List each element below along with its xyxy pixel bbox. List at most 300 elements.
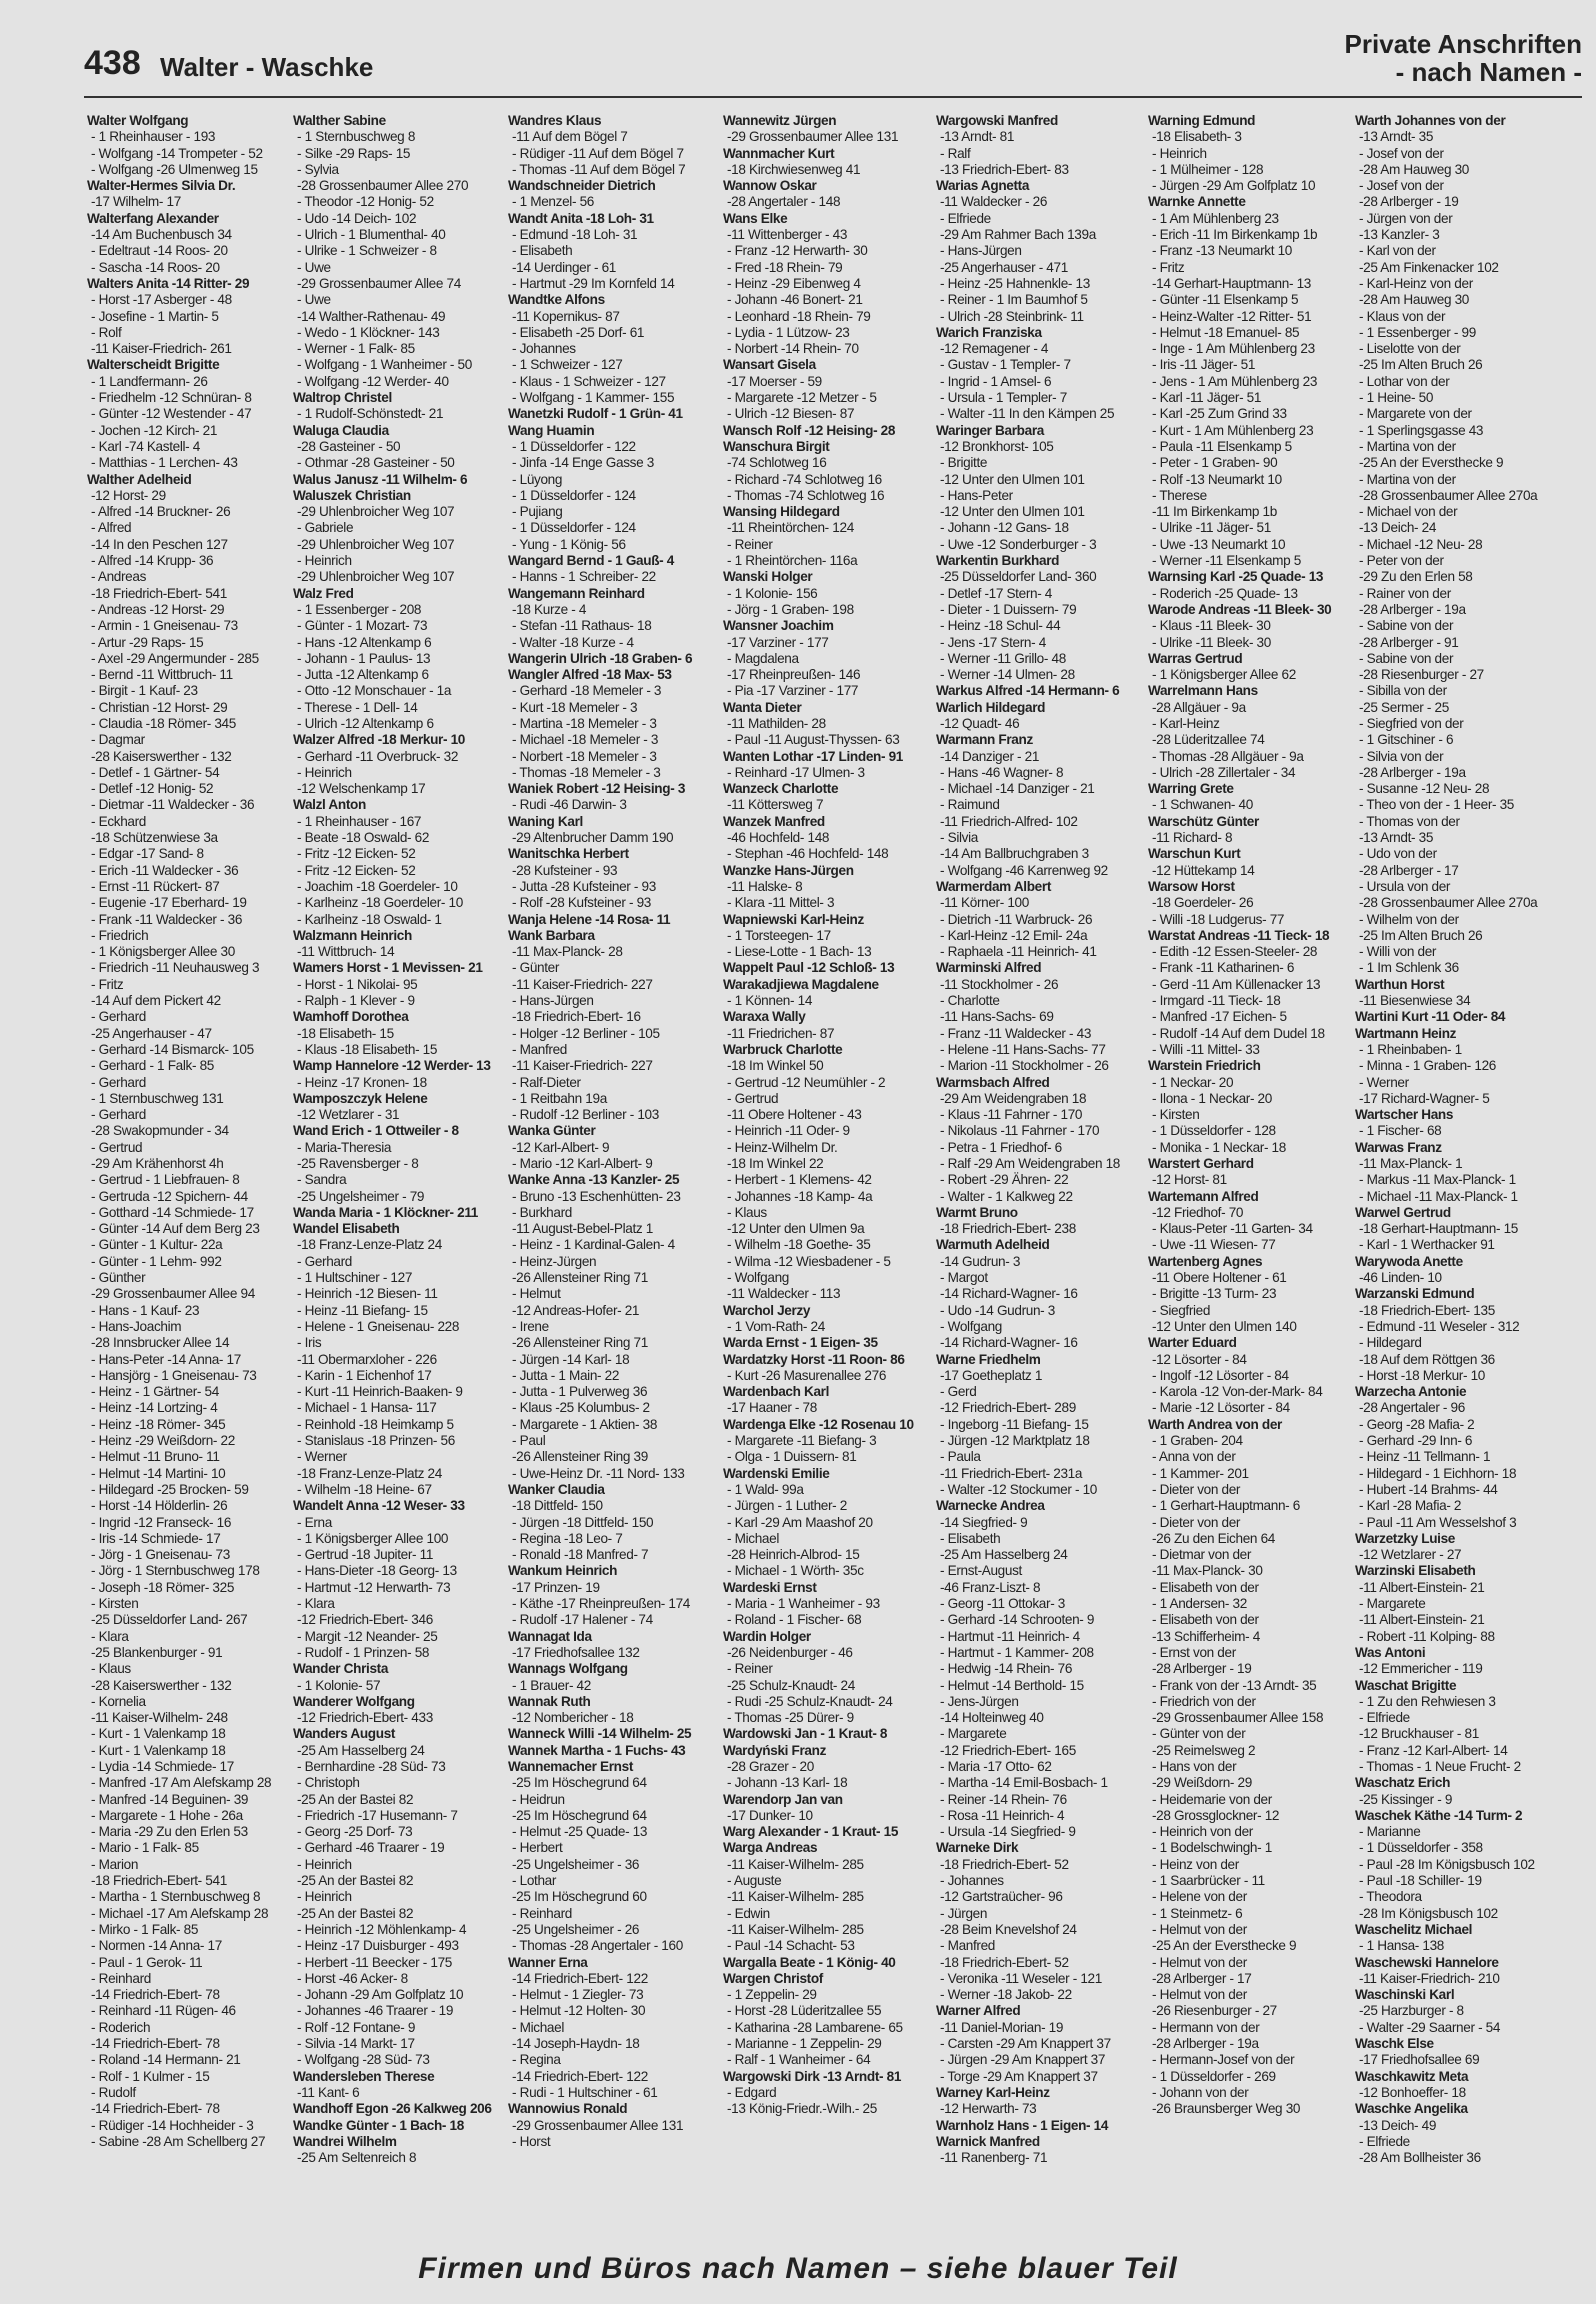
entry-surname-line: Walzmann Heinrich bbox=[293, 927, 412, 943]
entry-detail-line: -25 Im Alten Bruch 26 bbox=[1359, 927, 1483, 943]
entry-detail-line: -14 Friedrich-Ebert- 78 bbox=[91, 1987, 220, 2003]
entry-detail-line: - Sabine von der bbox=[1359, 650, 1454, 666]
entry-detail-line: - Werner -11 Grillo- 48 bbox=[940, 650, 1066, 666]
entry-surname-line: Wangemann Reinhard bbox=[508, 585, 645, 601]
entry-detail-line: - Therese bbox=[1152, 487, 1207, 503]
entry-surname-line: Warmann Franz bbox=[936, 732, 1033, 748]
entry-surname-line: Wandt Anita -18 Loh- 31 bbox=[508, 210, 654, 226]
entry-detail-line: - Kurt - 1 Valenkamp 18 bbox=[91, 1742, 226, 1758]
entry-detail-line: -25 Im Alten Bruch 26 bbox=[1359, 357, 1483, 373]
entry-detail-line: - 1 Düsseldorfer - 269 bbox=[1152, 2068, 1276, 2084]
entry-detail-line: - Heinz -18 Römer- 345 bbox=[91, 1416, 226, 1432]
section-title-line-1: Private Anschriften bbox=[1344, 29, 1582, 59]
entry-detail-line: - Silvia von der bbox=[1359, 748, 1444, 764]
entry-surname-line: Wanski Holger bbox=[723, 569, 813, 585]
entry-detail-line: - Ralf -29 Am Weidengraben 18 bbox=[940, 1156, 1121, 1171]
entry-detail-line: -25 Harzburger - 8 bbox=[1359, 2003, 1464, 2019]
entry-detail-line: -13 Deich- 24 bbox=[1359, 520, 1437, 536]
entry-detail-line: - Karl-Heinz von der bbox=[1359, 275, 1473, 291]
entry-detail-line: -28 Arlberger - 19a bbox=[1152, 2036, 1259, 2052]
entry-detail-line: - Anna von der bbox=[1152, 1449, 1236, 1465]
entry-detail-line: - Günter - 1 Kultur- 22a bbox=[91, 1237, 223, 1253]
entry-surname-line: Wanda Maria - 1 Klöckner- 211 bbox=[293, 1204, 479, 1220]
entry-detail-line: - Karl-Heinz bbox=[1152, 715, 1220, 731]
entry-detail-line: - Ulrike -11 Bleek- 30 bbox=[1152, 634, 1271, 650]
entry-detail-line: - Paul bbox=[512, 1433, 546, 1449]
entry-detail-line: - Fritz -12 Eicken- 52 bbox=[297, 862, 416, 878]
entry-detail-line: - Günther bbox=[91, 1270, 146, 1286]
entry-detail-line: -17 Goetheplatz 1 bbox=[940, 1367, 1043, 1383]
entry-detail-line: - 1 Landfermann- 26 bbox=[91, 373, 208, 389]
entry-detail-line: - Wolfgang - 1 Wanheimer - 50 bbox=[297, 357, 472, 373]
entry-detail-line: - Johann -29 Am Golfplatz 10 bbox=[297, 1987, 464, 2003]
entry-detail-line: -11 Friedrichen- 87 bbox=[727, 1025, 835, 1041]
entry-detail-line: - 1 Kammer- 201 bbox=[1152, 1465, 1249, 1481]
entry-surname-line: Wamp Hannelore -12 Werder- 13 bbox=[293, 1058, 491, 1074]
entry-detail-line: - Heinrich bbox=[297, 1856, 352, 1872]
entry-detail-line: -25 Am Hasselberg 24 bbox=[940, 1547, 1068, 1563]
entry-detail-line: - Reiner bbox=[727, 536, 773, 552]
entry-detail-line: -28 Kaiserswerther - 132 bbox=[91, 1677, 232, 1693]
entry-detail-line: - Ralf-Dieter bbox=[512, 1074, 581, 1090]
entry-surname-line: Warwas Franz bbox=[1355, 1139, 1442, 1155]
entry-detail-line: - Ralph - 1 Klever - 9 bbox=[297, 993, 415, 1009]
entry-surname-line: Wanitschka Herbert bbox=[508, 846, 629, 862]
entry-detail-line: - Hans-Joachim bbox=[91, 1318, 182, 1334]
entry-detail-line: -11 Kaiser-Wilhelm- 285 bbox=[727, 1921, 864, 1937]
entry-detail-line: - Walter -12 Stockumer - 10 bbox=[940, 1481, 1097, 1497]
entry-surname-line: Warywoda Anette bbox=[1355, 1253, 1463, 1269]
entry-detail-line: - Horst -18 Merkur- 10 bbox=[1359, 1367, 1486, 1383]
entry-detail-line: - Bruno -13 Eschenhütten- 23 bbox=[512, 1188, 681, 1204]
entry-detail-line: - Helene von der bbox=[1152, 1889, 1247, 1905]
entry-detail-line: - Georg -28 Mafia- 2 bbox=[1359, 1416, 1475, 1432]
entry-detail-line: - Rolf -12 Fontane- 9 bbox=[297, 2019, 416, 2035]
entry-surname-line: Was Antoni bbox=[1355, 1644, 1426, 1660]
entry-detail-line: -28 Grossglockner- 12 bbox=[1152, 1807, 1280, 1823]
entry-surname-line: Wandtke Alfons bbox=[508, 292, 605, 308]
entry-detail-line: -18 Friedrich-Ebert- 238 bbox=[940, 1221, 1076, 1237]
entry-surname-line: Walther Adelheid bbox=[87, 471, 192, 487]
entry-detail-line: -12 Horst- 29 bbox=[91, 487, 166, 503]
entry-detail-line: - Pujiang bbox=[512, 504, 563, 520]
entry-detail-line: - Horst bbox=[512, 2133, 551, 2149]
entry-detail-line: - Elisabeth von der bbox=[1152, 1579, 1259, 1595]
entry-detail-line: -29 Am Rahmer Bach 139a bbox=[940, 227, 1096, 243]
entry-surname-line: Warneke Dirk bbox=[936, 1840, 1019, 1856]
entry-detail-line: - Uwe bbox=[297, 292, 331, 308]
entry-detail-line: - Brigitte bbox=[940, 455, 988, 471]
entry-detail-line: -11 Kaiser-Friedrich- 227 bbox=[512, 1058, 653, 1074]
entry-surname-line: Wanner Erna bbox=[508, 1954, 588, 1970]
entry-detail-line: - Gertrud -18 Jupiter- 11 bbox=[297, 1547, 434, 1563]
entry-surname-line: Warner Alfred bbox=[936, 2003, 1021, 2019]
entry-surname-line: Wardenbach Karl bbox=[723, 1384, 830, 1400]
entry-detail-line: - Werner -14 Ulmen- 28 bbox=[940, 667, 1075, 683]
entry-detail-line: - Marianne bbox=[1359, 1824, 1421, 1840]
entry-surname-line: Wartmann Heinz bbox=[1355, 1025, 1457, 1041]
entry-detail-line: -29 Uhlenbroicher Weg 107 bbox=[297, 536, 455, 552]
entry-surname-line: Waning Karl bbox=[508, 813, 583, 829]
entry-surname-line: Waschk Else bbox=[1355, 2036, 1434, 2052]
entry-detail-line: -28 Am Hauweg 30 bbox=[1359, 161, 1470, 177]
entry-detail-line: -26 Allensteiner Ring 39 bbox=[512, 1449, 648, 1465]
entry-detail-line: - Yung - 1 König- 56 bbox=[512, 536, 626, 552]
entry-detail-line: - Alfred bbox=[91, 520, 132, 536]
entry-detail-line: - Josefine - 1 Martin- 5 bbox=[91, 308, 219, 324]
entry-detail-line: - Margit -12 Neander- 25 bbox=[297, 1628, 438, 1644]
entry-detail-line: - Paul - 1 Gerok- 11 bbox=[91, 1954, 203, 1970]
entry-detail-line: -25 Am Hasselberg 24 bbox=[297, 1742, 425, 1758]
entry-detail-line: - Dieter von der bbox=[1152, 1481, 1241, 1497]
entry-detail-line: -11 Obere Holtener - 43 bbox=[727, 1107, 862, 1123]
entry-detail-line: - 1 Vom-Rath- 24 bbox=[727, 1318, 825, 1334]
entry-detail-line: - Elfriede bbox=[1359, 2133, 1410, 2149]
entry-detail-line: -25 Im Höschegrund 64 bbox=[512, 1775, 647, 1791]
entry-surname-line: Warsow Horst bbox=[1148, 878, 1235, 894]
entry-detail-line: - Petra - 1 Friedhof- 6 bbox=[940, 1139, 1062, 1155]
entry-detail-line: -11 Kopernikus- 87 bbox=[512, 308, 620, 324]
entry-detail-line: - Klara bbox=[91, 1628, 129, 1644]
entry-detail-line: - Mario -12 Karl-Albert- 9 bbox=[512, 1156, 653, 1171]
entry-detail-line: -14 Uerdinger - 61 bbox=[512, 259, 617, 275]
entry-detail-line: - Roland -14 Hermann- 21 bbox=[91, 2052, 241, 2068]
entry-detail-line: - Axel -29 Angermunder - 285 bbox=[91, 650, 259, 666]
entry-detail-line: -12 Andreas-Hofer- 21 bbox=[512, 1302, 640, 1318]
entry-detail-line: - Joseph -18 Römer- 325 bbox=[91, 1579, 235, 1595]
entry-detail-line: -17 Rheinpreußen- 146 bbox=[727, 667, 861, 683]
entry-surname-line: Wardenski Emilie bbox=[723, 1465, 830, 1481]
entry-detail-line: -25 Ungelsheimer - 36 bbox=[512, 1856, 640, 1872]
entry-detail-line: - Hansjörg - 1 Gneisenau- 73 bbox=[91, 1367, 257, 1383]
entry-detail-line: - Detlef -12 Honig- 52 bbox=[91, 781, 214, 797]
entry-detail-line: -18 Elisabeth- 15 bbox=[297, 1025, 394, 1041]
entry-detail-line: -29 Grossenbaumer Allee 74 bbox=[297, 275, 461, 291]
entry-detail-line: -18 Friedrich-Ebert- 52 bbox=[940, 1856, 1069, 1872]
entry-detail-line: - Horst -28 Lüderitzallee 55 bbox=[727, 2003, 882, 2019]
entry-surname-line: Warda Ernst - 1 Eigen- 35 bbox=[723, 1335, 878, 1351]
entry-detail-line: -28 Arlberger - 19 bbox=[1152, 1661, 1252, 1677]
entry-detail-line: - Martha - 1 Sternbuschweg 8 bbox=[91, 1889, 261, 1905]
entry-detail-line: -12 Bronkhorst- 105 bbox=[940, 438, 1054, 454]
entry-detail-line: - Ursula von der bbox=[1359, 878, 1451, 894]
entry-detail-line: - Horst -46 Acker- 8 bbox=[297, 1970, 408, 1986]
entry-detail-line: - Lydia - 1 Lützow- 23 bbox=[727, 324, 850, 340]
entry-detail-line: - Hans-Jürgen bbox=[512, 993, 594, 1009]
entry-surname-line: Warthun Horst bbox=[1355, 976, 1445, 992]
entry-detail-line: -25 Düsseldorfer Land- 360 bbox=[940, 569, 1097, 585]
entry-detail-line: - Beate -18 Oswald- 62 bbox=[297, 830, 430, 846]
entry-detail-line: - Rudolf -12 Berliner - 103 bbox=[512, 1107, 659, 1123]
entry-detail-line: -12 Bruckhauser - 81 bbox=[1359, 1726, 1479, 1742]
entry-detail-line: - Roland - 1 Fischer- 68 bbox=[727, 1612, 862, 1628]
entry-detail-line: -25 Ungelsheimer - 79 bbox=[297, 1188, 425, 1204]
entry-detail-line: - Johannes -18 Kamp- 4a bbox=[727, 1188, 873, 1204]
entry-surname-line: Wannow Oskar bbox=[723, 178, 817, 194]
entry-detail-line: - Karl-Heinz -12 Emil- 24a bbox=[940, 927, 1088, 943]
entry-detail-line: - Kurt -26 Masurenallee 276 bbox=[727, 1367, 887, 1383]
entry-detail-line: -25 An der Bastei 82 bbox=[297, 1873, 414, 1889]
entry-detail-line: - Helmut -11 Bruno- 11 bbox=[91, 1449, 220, 1465]
entry-detail-line: - Gerhard -29 Inn- 6 bbox=[1359, 1433, 1473, 1449]
entry-detail-line: - Wolfgang -26 Ulmenweg 15 bbox=[91, 161, 258, 177]
entry-detail-line: - Günter - 1 Lehm- 992 bbox=[91, 1253, 222, 1269]
directory-column-6 bbox=[1148, 113, 1353, 2248]
entry-surname-line: Waschek Käthe -14 Turm- 2 bbox=[1355, 1807, 1523, 1823]
entry-detail-line: -11 Kaiser-Friedrich- 227 bbox=[512, 976, 653, 992]
entry-detail-line: - 1 Düsseldorfer - 124 bbox=[512, 487, 636, 503]
entry-detail-line: - Paul -18 Schiller- 19 bbox=[1359, 1873, 1482, 1889]
entry-surname-line: Wapniewski Karl-Heinz bbox=[723, 911, 864, 927]
entry-detail-line: - Klaus bbox=[727, 1204, 767, 1220]
entry-detail-line: - Ulrich -28 Zillertaler - 34 bbox=[1152, 764, 1296, 780]
entry-detail-line: - Susanne -12 Neu- 28 bbox=[1359, 781, 1490, 797]
entry-detail-line: - Heinrich bbox=[297, 1889, 352, 1905]
entry-detail-line: - Holger -12 Berliner - 105 bbox=[512, 1025, 660, 1041]
header-rule bbox=[84, 96, 1582, 98]
entry-detail-line: - Elfriede bbox=[940, 210, 991, 226]
entry-detail-line: - Elisabeth von der bbox=[1152, 1612, 1259, 1628]
entry-detail-line: -12 Nombericher - 18 bbox=[512, 1710, 634, 1726]
entry-detail-line: - 1 Düsseldorfer - 124 bbox=[512, 520, 636, 536]
entry-detail-line: - Thomas -74 Schlotweg 16 bbox=[727, 487, 885, 503]
entry-detail-line: - Helmut -18 Emanuel- 85 bbox=[1152, 324, 1300, 340]
entry-detail-line: - Friedrich bbox=[91, 927, 149, 943]
entry-detail-line: - Herbert -11 Beecker - 175 bbox=[297, 1954, 453, 1970]
entry-detail-line: -13 Friedrich-Ebert- 83 bbox=[940, 161, 1069, 177]
entry-detail-line: - Richard -74 Schlotweg 16 bbox=[727, 471, 882, 487]
entry-detail-line: - Klaus -11 Fahrner - 170 bbox=[940, 1107, 1083, 1123]
entry-detail-line: - Otto -12 Monschauer - 1a bbox=[297, 683, 452, 699]
entry-detail-line: - Katharina -28 Lambarene- 65 bbox=[727, 2019, 903, 2035]
entry-detail-line: - Claudia -18 Römer- 345 bbox=[91, 715, 236, 731]
entry-detail-line: -14 Richard-Wagner- 16 bbox=[940, 1286, 1078, 1302]
entry-detail-line: - Heinz -18 Schul- 44 bbox=[940, 618, 1061, 634]
entry-detail-line: -17 Prinzen- 19 bbox=[512, 1579, 600, 1595]
entry-detail-line: -11 Obermarxloher - 226 bbox=[297, 1351, 437, 1367]
entry-detail-line: -14 In den Peschen 127 bbox=[91, 536, 228, 552]
entry-detail-line: - Rolf -28 Kufsteiner - 93 bbox=[512, 895, 651, 911]
entry-detail-line: - Michael bbox=[727, 1530, 779, 1546]
entry-detail-line: - Alfred -14 Bruckner- 26 bbox=[91, 504, 231, 520]
entry-detail-line: -17 Richard-Wagner- 5 bbox=[1359, 1090, 1490, 1106]
entry-surname-line: Wangler Alfred -18 Max- 53 bbox=[508, 667, 672, 683]
entry-surname-line: Warode Andreas -11 Bleek- 30 bbox=[1148, 601, 1332, 617]
entry-detail-line: - Helene -11 Hans-Sachs- 77 bbox=[940, 1041, 1106, 1057]
entry-detail-line: - Hubert -14 Brahms- 44 bbox=[1359, 1481, 1498, 1497]
entry-detail-line: - 1 Fischer- 68 bbox=[1359, 1123, 1442, 1139]
entry-detail-line: - Jens-Jürgen bbox=[940, 1693, 1019, 1709]
entry-detail-line: - 1 Steinmetz- 6 bbox=[1152, 1905, 1243, 1921]
entry-detail-line: -28 Gasteiner - 50 bbox=[297, 438, 401, 454]
entry-detail-line: - Lothar bbox=[512, 1873, 557, 1889]
entry-detail-line: - Hermann-Josef von der bbox=[1152, 2052, 1295, 2068]
entry-detail-line: - Edith -12 Essen-Steeler- 28 bbox=[1152, 944, 1318, 960]
entry-surname-line: Wannmacher Kurt bbox=[723, 145, 835, 161]
directory-column-5 bbox=[936, 113, 1141, 2248]
entry-detail-line: - Sibilla von der bbox=[1359, 683, 1447, 699]
entry-detail-line: - Ulrich - 1 Blumenthal- 40 bbox=[297, 227, 446, 243]
entry-detail-line: -28 Kaiserswerther - 132 bbox=[91, 748, 232, 764]
entry-detail-line: - Paul -11 August-Thyssen- 63 bbox=[727, 732, 900, 748]
entry-detail-line: -11 Friedrich-Ebert- 231a bbox=[940, 1465, 1083, 1481]
entry-detail-line: - Jürgen bbox=[940, 1905, 988, 1921]
entry-surname-line: Waschke Angelika bbox=[1355, 2101, 1468, 2117]
entry-detail-line: - Jörg - 1 Graben- 198 bbox=[727, 601, 854, 617]
entry-surname-line: Wansing Hildegard bbox=[723, 504, 840, 520]
entry-detail-line: - Karl -74 Kastell- 4 bbox=[91, 438, 200, 454]
entry-detail-line: - Thomas von der bbox=[1359, 813, 1460, 829]
entry-detail-line: - 1 Schwanen- 40 bbox=[1152, 797, 1253, 813]
page-header bbox=[0, 0, 1596, 105]
entry-detail-line: - Ursula -14 Siegfried- 9 bbox=[940, 1824, 1076, 1840]
entry-detail-line: -28 Kufsteiner - 93 bbox=[512, 862, 618, 878]
entry-detail-line: - Stephan -46 Hochfeld- 148 bbox=[727, 846, 889, 862]
entry-detail-line: - Johann von der bbox=[1152, 2084, 1249, 2100]
entry-detail-line: - Sandra bbox=[297, 1172, 347, 1188]
entry-surname-line: Warring Grete bbox=[1148, 781, 1234, 797]
entry-detail-line: -28 Allgäuer - 9a bbox=[1152, 699, 1246, 715]
entry-detail-line: -25 Reimelsweg 2 bbox=[1152, 1742, 1256, 1758]
entry-detail-line: - Wilhelm von der bbox=[1359, 911, 1459, 927]
entry-detail-line: - Rosa -11 Heinrich- 4 bbox=[940, 1807, 1065, 1823]
entry-detail-line: - Klara -11 Mittel- 3 bbox=[727, 895, 835, 911]
entry-detail-line: - Jochen -12 Kirch- 21 bbox=[91, 422, 218, 438]
entry-surname-line: Wanzke Hans-Jürgen bbox=[723, 862, 854, 878]
entry-surname-line: Wandelt Anna -12 Weser- 33 bbox=[293, 1498, 465, 1514]
entry-detail-line: - Karl - 1 Werthacker 91 bbox=[1359, 1237, 1495, 1253]
entry-surname-line: Warney Karl-Heinz bbox=[936, 2084, 1050, 2100]
entry-detail-line: - 1 Bodelschwingh- 1 bbox=[1152, 1840, 1272, 1856]
entry-detail-line: - Rudolf -17 Halener - 74 bbox=[512, 1612, 653, 1628]
entry-detail-line: -11 Ranenberg- 71 bbox=[940, 2150, 1048, 2166]
entry-detail-line: - Theodor -12 Honig- 52 bbox=[297, 194, 434, 210]
entry-detail-line: -14 Joseph-Haydn- 18 bbox=[512, 2036, 640, 2052]
entry-detail-line: -29 Altenbrucher Damm 190 bbox=[512, 830, 674, 846]
entry-detail-line: - Günter von der bbox=[1152, 1726, 1246, 1742]
entry-detail-line: -18 Kurze - 4 bbox=[512, 601, 587, 617]
entry-surname-line: Warne Friedhelm bbox=[936, 1351, 1041, 1367]
entry-surname-line: Warnsing Karl -25 Quade- 13 bbox=[1148, 569, 1324, 585]
entry-detail-line: - Martina von der bbox=[1359, 438, 1456, 454]
entry-surname-line: Wanke Anna -13 Kanzler- 25 bbox=[508, 1172, 680, 1188]
entry-detail-line: -13 Deich- 49 bbox=[1359, 2117, 1437, 2133]
entry-surname-line: Warich Franziska bbox=[936, 324, 1042, 340]
entry-detail-line: -14 Holteinweg 40 bbox=[940, 1710, 1044, 1726]
entry-detail-line: - Michael bbox=[512, 2019, 564, 2035]
entry-detail-line: - Erich -11 Im Birkenkamp 1b bbox=[1152, 227, 1318, 243]
entry-detail-line: - Karl -28 Mafia- 2 bbox=[1359, 1498, 1462, 1514]
entry-detail-line: -25 Am Seltenreich 8 bbox=[297, 2150, 417, 2166]
entry-detail-line: - Iris -11 Jäger- 51 bbox=[1152, 357, 1256, 373]
entry-surname-line: Wanschura Birgit bbox=[723, 438, 830, 454]
entry-detail-line: - Hartmut -12 Herwarth- 73 bbox=[297, 1579, 451, 1595]
entry-detail-line: - Horst -14 Hölderlin- 26 bbox=[91, 1498, 228, 1514]
entry-detail-line: - Andreas -12 Horst- 29 bbox=[91, 601, 225, 617]
entry-detail-line: - Birgit - 1 Kauf- 23 bbox=[91, 683, 198, 699]
entry-detail-line: - Martina von der bbox=[1359, 471, 1456, 487]
entry-detail-line: - Gerhard bbox=[91, 1009, 147, 1025]
entry-surname-line: Wannek Martha - 1 Fuchs- 43 bbox=[508, 1742, 686, 1758]
entry-detail-line: -11 Kaiser-Friedrich- 210 bbox=[1359, 1970, 1500, 1986]
entry-detail-line: - Manfred -17 Eichen- 5 bbox=[1152, 1009, 1287, 1025]
entry-detail-line: - Hartmut - 1 Kammer- 208 bbox=[940, 1644, 1094, 1660]
entry-detail-line: -12 Friedrich-Ebert- 433 bbox=[297, 1710, 433, 1726]
entry-detail-line: - Paul -28 Im Königsbusch 102 bbox=[1359, 1856, 1535, 1872]
entry-detail-line: - Dietmar von der bbox=[1152, 1547, 1252, 1563]
entry-detail-line: - 1 Königsberger Allee 30 bbox=[91, 944, 235, 960]
entry-detail-line: - Johannes bbox=[512, 341, 576, 357]
entry-detail-line: -14 Gudrun- 3 bbox=[940, 1253, 1021, 1269]
entry-detail-line: - Michael von der bbox=[1359, 504, 1458, 520]
entry-detail-line: -11 Köttersweg 7 bbox=[727, 797, 824, 813]
entry-detail-line: -12 Unter den Ulmen 140 bbox=[1152, 1318, 1297, 1334]
entry-detail-line: - Erich -11 Waldecker - 36 bbox=[91, 862, 239, 878]
entry-detail-line: - Willi von der bbox=[1359, 944, 1437, 960]
entry-detail-line: -25 Blankenburger - 91 bbox=[91, 1644, 223, 1660]
entry-surname-line: Walther Sabine bbox=[293, 113, 386, 128]
entry-detail-line: - 1 Menzel- 56 bbox=[512, 194, 594, 210]
entry-detail-line: -18 Elisabeth- 3 bbox=[1152, 129, 1242, 145]
entry-detail-line: - Ulrich -28 Steinbrink- 11 bbox=[940, 308, 1084, 324]
entry-detail-line: - 1 Am Mühlenberg 23 bbox=[1152, 210, 1279, 226]
entry-detail-line: -13 Arndt- 35 bbox=[1359, 129, 1434, 145]
entry-detail-line: - Hans - 1 Kauf- 23 bbox=[91, 1302, 200, 1318]
entry-detail-line: - Michael -18 Memeler - 3 bbox=[512, 732, 659, 748]
entry-surname-line: Wargowski Dirk -13 Arndt- 81 bbox=[723, 2068, 902, 2084]
entry-detail-line: - 1 Sternbuschweg 131 bbox=[91, 1090, 224, 1106]
entry-detail-line: - Heinz -29 Eibenweg 4 bbox=[727, 275, 861, 291]
entry-detail-line: - Michael - 1 Wörth- 35c bbox=[727, 1563, 864, 1579]
entry-detail-line: - Edmund -18 Loh- 31 bbox=[512, 227, 638, 243]
entry-surname-line: Wannowius Ronald bbox=[508, 2101, 628, 2117]
entry-surname-line: Waschatz Erich bbox=[1355, 1775, 1451, 1791]
entry-surname-line: Warmsbach Alfred bbox=[936, 1074, 1050, 1090]
entry-detail-line: -14 Friedrich-Ebert- 78 bbox=[91, 2036, 220, 2052]
entry-detail-line: -12 Karl-Albert- 9 bbox=[512, 1139, 610, 1155]
entry-detail-line: -12 Gartstraücher- 96 bbox=[940, 1889, 1063, 1905]
entry-detail-line: - Maria-Theresia bbox=[297, 1139, 392, 1155]
entry-detail-line: - Elisabeth bbox=[940, 1530, 1001, 1546]
entry-detail-line: -11 Daniel-Morian- 19 bbox=[940, 2019, 1064, 2035]
entry-detail-line: - Werner -18 Jakob- 22 bbox=[940, 1987, 1072, 2003]
entry-detail-line: - Helmut -14 Berthold- 15 bbox=[940, 1677, 1084, 1693]
entry-detail-line: - Franz -13 Neumarkt 10 bbox=[1152, 243, 1293, 259]
entry-detail-line: -12 Lösorter - 84 bbox=[1152, 1351, 1247, 1367]
entry-detail-line: - Gertrud -12 Neumühler - 2 bbox=[727, 1074, 886, 1090]
entry-detail-line: - Ingeborg -11 Biefang- 15 bbox=[940, 1416, 1089, 1432]
entry-detail-line: -13 Arndt- 81 bbox=[940, 129, 1015, 145]
entry-detail-line: - Kurt - 1 Am Mühlenberg 23 bbox=[1152, 422, 1314, 438]
entry-detail-line: - Bernd -11 Wittbruch- 11 bbox=[91, 667, 233, 683]
entry-detail-line: - 1 Saarbrücker - 11 bbox=[1152, 1873, 1265, 1889]
entry-detail-line: -18 Auf dem Röttgen 36 bbox=[1359, 1351, 1495, 1367]
entry-detail-line: -11 Waldecker - 26 bbox=[940, 194, 1048, 210]
entry-surname-line: Wargen Christof bbox=[723, 1970, 823, 1986]
entry-detail-line: - Thomas -25 Dürer- 9 bbox=[727, 1710, 854, 1726]
entry-detail-line: - Karl -29 Am Maashof 20 bbox=[727, 1514, 873, 1530]
entry-detail-line: -14 Friedrich-Ebert- 122 bbox=[512, 1970, 648, 1986]
entry-detail-line: - Hans-Peter -14 Anna- 17 bbox=[91, 1351, 241, 1367]
entry-detail-line: -18 Im Winkel 22 bbox=[727, 1156, 824, 1171]
entry-detail-line: - Gerhard - 1 Falk- 85 bbox=[91, 1058, 214, 1074]
entry-detail-line: - 1 Heine- 50 bbox=[1359, 390, 1434, 406]
entry-surname-line: Warmuth Adelheid bbox=[936, 1237, 1050, 1253]
entry-detail-line: - Kirsten bbox=[91, 1596, 139, 1612]
entry-detail-line: - Irmgard -11 Tieck- 18 bbox=[1152, 993, 1281, 1009]
entry-detail-line: - Rudolf -14 Auf dem Dudel 18 bbox=[1152, 1025, 1325, 1041]
entry-detail-line: - Joachim -18 Goerdeler- 10 bbox=[297, 878, 458, 894]
